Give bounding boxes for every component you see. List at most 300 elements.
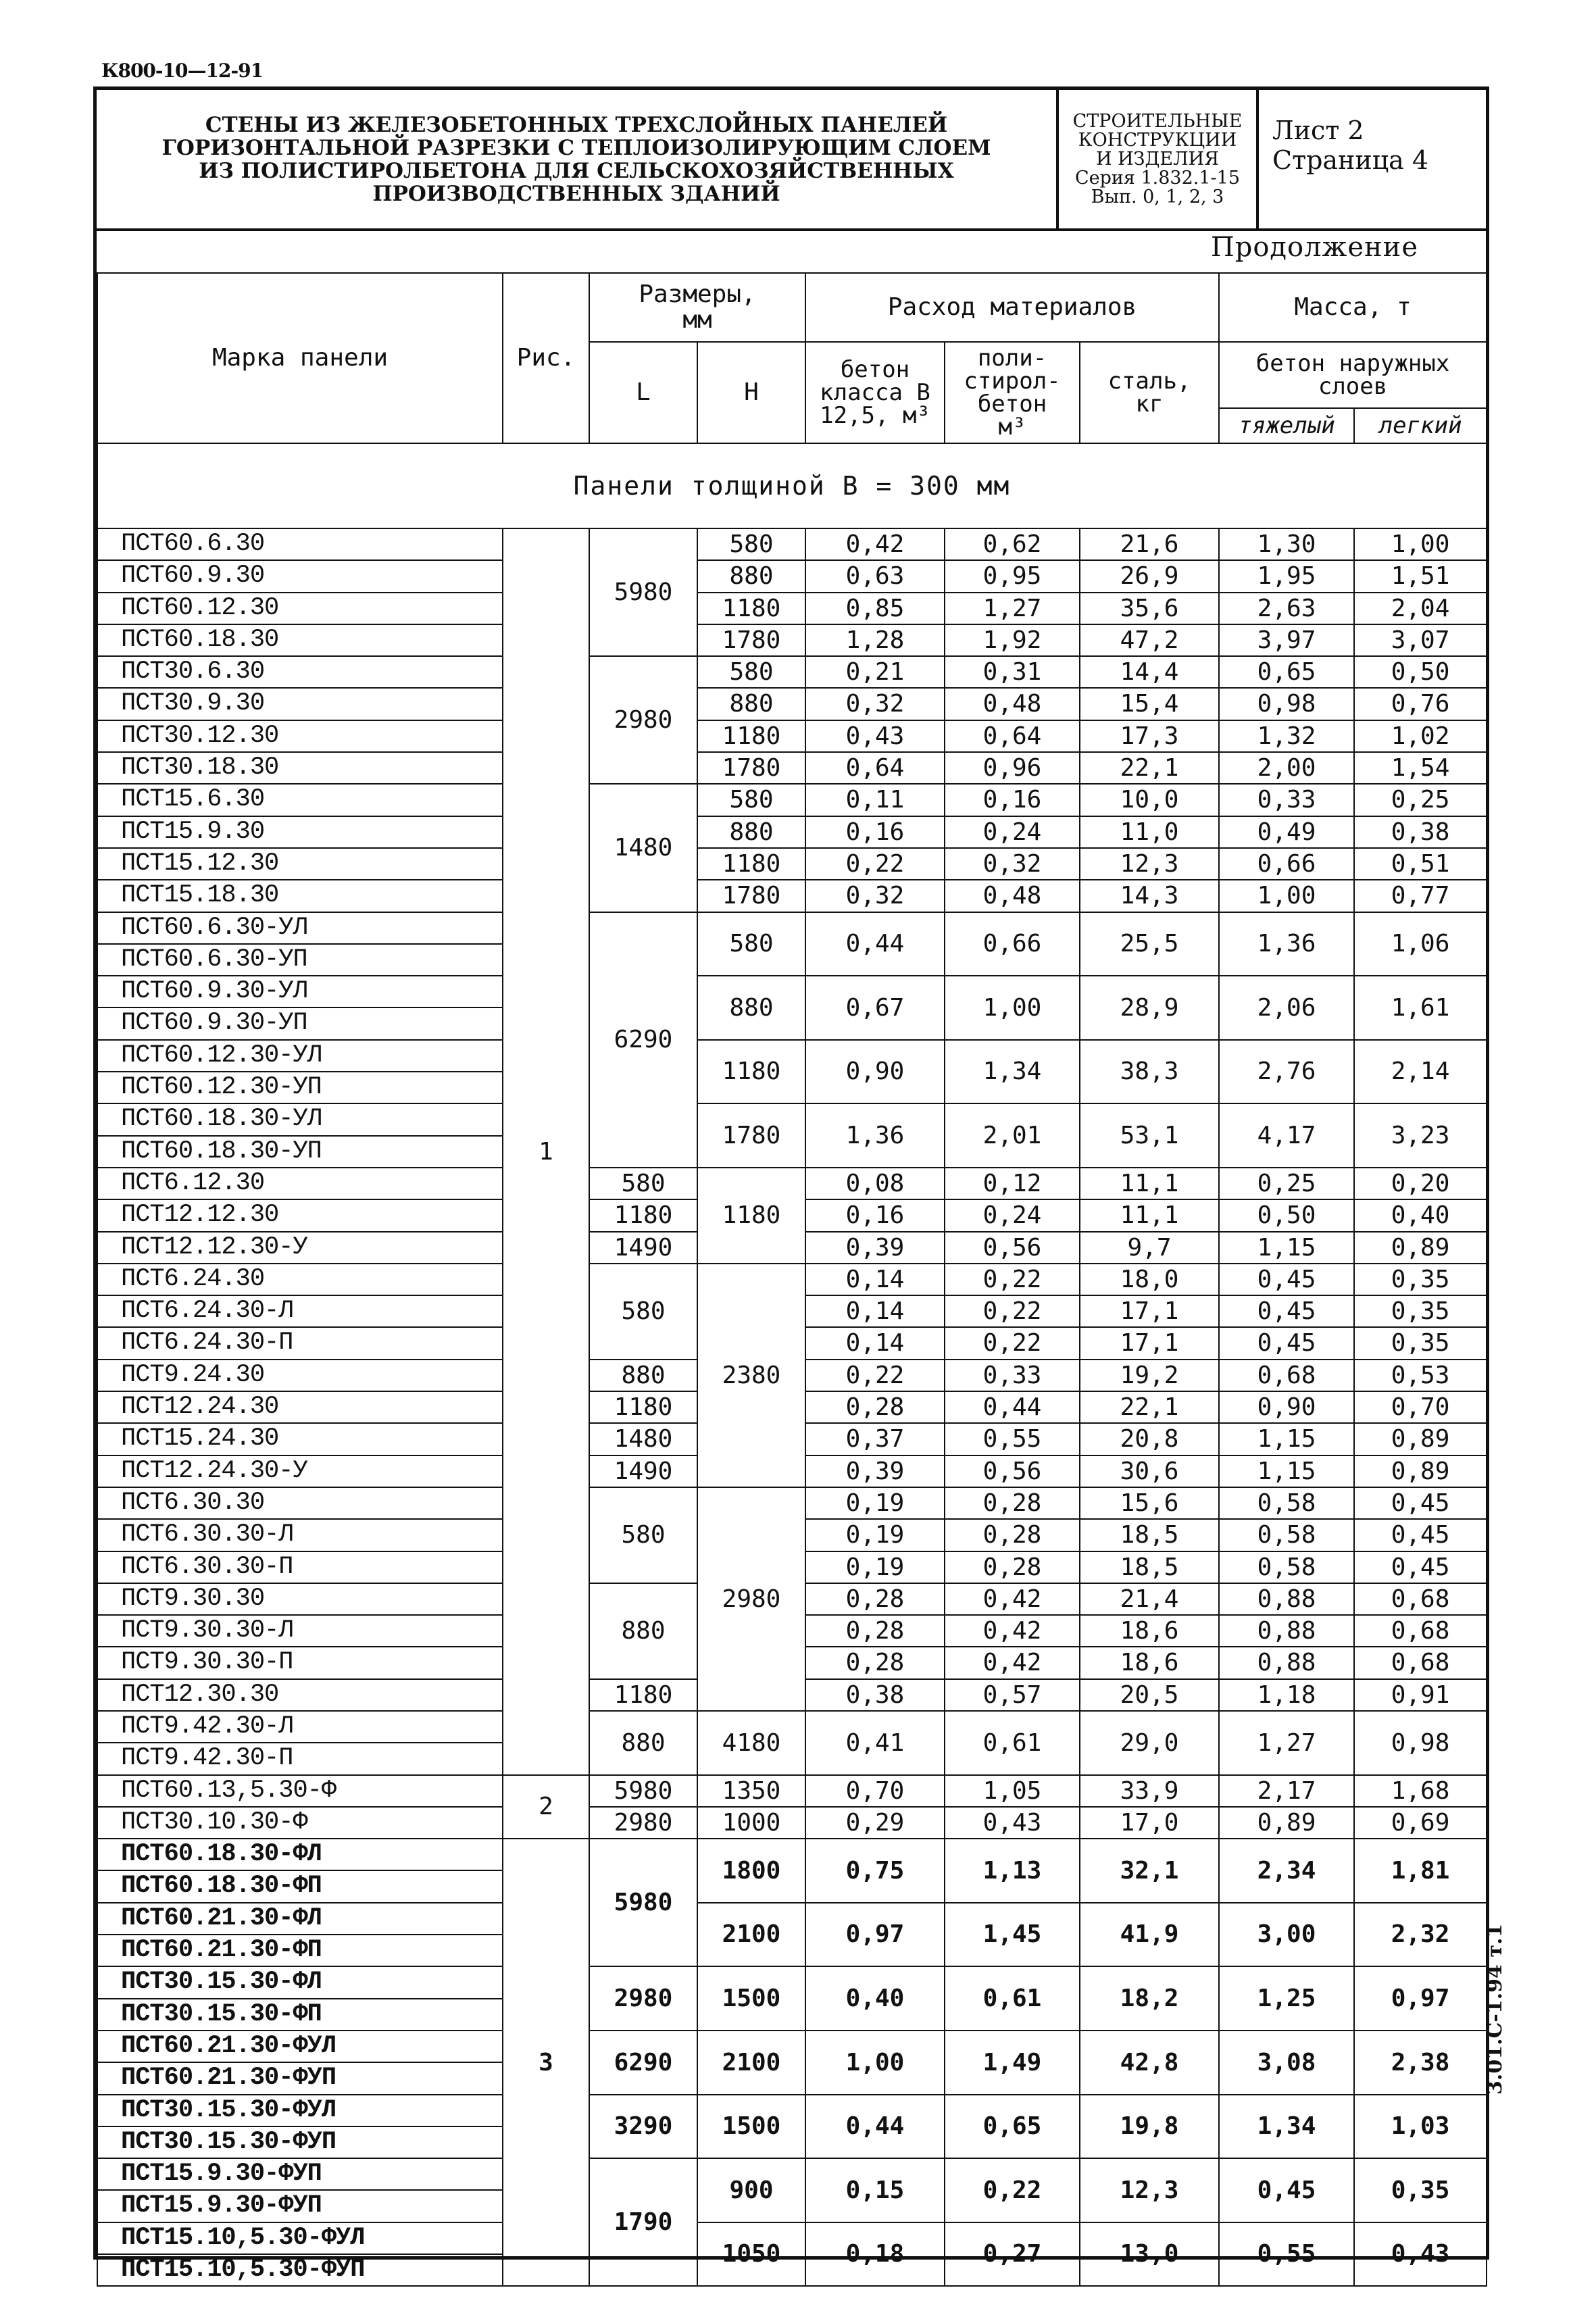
- cell-concrete: 0,90: [805, 1040, 945, 1104]
- series-line: И ИЗДЕЛИЯ: [1095, 148, 1220, 170]
- cell-mark: ПСТ60.18.30-УП: [97, 1136, 503, 1168]
- cell-light: 0,45: [1354, 1487, 1487, 1519]
- table-body: [97, 443, 1487, 2286]
- cell-h: 4180: [697, 1711, 805, 1775]
- cell-mark: ПСТ30.15.30-ФУП: [97, 2126, 503, 2158]
- cell-l: 1180: [589, 1679, 697, 1711]
- cell-polystyrene: 0,24: [945, 816, 1080, 848]
- cell-concrete: 0,63: [805, 560, 945, 592]
- cell-concrete: 0,15: [805, 2158, 945, 2222]
- cell-polystyrene: 1,13: [945, 1839, 1080, 1903]
- col-heavy: тяжелый: [1219, 408, 1354, 443]
- cell-concrete: 0,08: [805, 1168, 945, 1199]
- cell-light: 1,54: [1354, 752, 1487, 784]
- cell-heavy: 4,17: [1219, 1103, 1354, 1168]
- cell-h: 1780: [697, 1103, 805, 1168]
- series-line: СТРОИТЕЛЬНЫЕ: [1072, 110, 1243, 132]
- cell-light: 0,20: [1354, 1168, 1487, 1199]
- cell-heavy: 3,97: [1219, 624, 1354, 656]
- cell-polystyrene: 0,66: [945, 912, 1080, 976]
- cell-light: 0,97: [1354, 1966, 1487, 2031]
- cell-light: 0,69: [1354, 1807, 1487, 1839]
- cell-mark: ПСТ30.6.30: [97, 656, 503, 688]
- cell-light: 0,35: [1354, 1295, 1487, 1327]
- cell-polystyrene: 0,28: [945, 1551, 1080, 1583]
- cell-light: 0,45: [1354, 1551, 1487, 1583]
- cell-concrete: 0,32: [805, 688, 945, 720]
- cell-steel: 22,1: [1080, 1391, 1219, 1423]
- cell-concrete: 0,21: [805, 656, 945, 688]
- cell-mark: ПСТ60.6.30-УП: [97, 944, 503, 976]
- cell-concrete: 0,39: [805, 1232, 945, 1264]
- cell-light: 2,04: [1354, 593, 1487, 624]
- cell-concrete: 0,39: [805, 1455, 945, 1487]
- cell-light: 0,35: [1354, 1327, 1487, 1359]
- cell-mark: ПСТ6.30.30-Л: [97, 1519, 503, 1551]
- cell-h: 1180: [697, 1168, 805, 1264]
- table-row: [97, 560, 1487, 592]
- cell-heavy: 0,66: [1219, 848, 1354, 880]
- table-row: [97, 752, 1487, 784]
- table-row: [97, 1839, 1487, 1870]
- cell-light: 2,38: [1354, 2031, 1487, 2095]
- cell-steel: 53,1: [1080, 1103, 1219, 1168]
- cell-light: 2,32: [1354, 1903, 1487, 1967]
- cell-heavy: 1,30: [1219, 528, 1354, 560]
- cell-steel: 13,0: [1080, 2222, 1219, 2287]
- cell-steel: 21,6: [1080, 528, 1219, 560]
- cell-heavy: 0,45: [1219, 1295, 1354, 1327]
- cell-h: 2100: [697, 1903, 805, 1967]
- title-line: ИЗ ПОЛИСТИРОЛБЕТОНА ДЛЯ СЕЛЬСКОХОЗЯЙСТВЕННЫХ: [199, 158, 954, 183]
- cell-polystyrene: 0,28: [945, 1487, 1080, 1519]
- cell-steel: 18,6: [1080, 1647, 1219, 1678]
- cell-concrete: 0,97: [805, 1903, 945, 1967]
- cell-concrete: 0,41: [805, 1711, 945, 1775]
- cell-heavy: 3,08: [1219, 2031, 1354, 2095]
- cell-heavy: 0,88: [1219, 1615, 1354, 1647]
- cell-polystyrene: 1,92: [945, 624, 1080, 656]
- cell-mark: ПСТ15.9.30-ФУП: [97, 2190, 503, 2222]
- cell-mark: ПСТ9.30.30-Л: [97, 1615, 503, 1647]
- table-row: [97, 1040, 1487, 1072]
- series-line: КОНСТРУКЦИИ: [1078, 129, 1237, 151]
- table-row: [97, 848, 1487, 880]
- cell-h: 2380: [697, 1264, 805, 1487]
- cell-heavy: 2,34: [1219, 1839, 1354, 1903]
- cell-mark: ПСТ12.30.30: [97, 1679, 503, 1711]
- table-row: [97, 1966, 1487, 1998]
- cell-heavy: 1,18: [1219, 1679, 1354, 1711]
- cell-mark: ПСТ9.24.30: [97, 1360, 503, 1391]
- cell-polystyrene: 0,42: [945, 1647, 1080, 1678]
- cell-steel: 11,0: [1080, 816, 1219, 848]
- cell-mark: ПСТ12.24.30-У: [97, 1455, 503, 1487]
- cell-heavy: 2,17: [1219, 1775, 1354, 1807]
- cell-mark: ПСТ60.18.30-ФП: [97, 1870, 503, 1902]
- table-row: [97, 2095, 1487, 2126]
- cell-steel: 11,1: [1080, 1168, 1219, 1199]
- cell-mark: ПСТ60.21.30-ФЛ: [97, 1903, 503, 1935]
- cell-light: 3,23: [1354, 1103, 1487, 1168]
- cell-concrete: 0,28: [805, 1615, 945, 1647]
- cell-concrete: 0,19: [805, 1519, 945, 1551]
- cell-heavy: 2,00: [1219, 752, 1354, 784]
- col-L: L: [589, 342, 697, 443]
- cell-h: 2980: [697, 1487, 805, 1711]
- cell-heavy: 0,88: [1219, 1647, 1354, 1678]
- cell-mark: ПСТ12.12.30-У: [97, 1232, 503, 1264]
- cell-heavy: 0,90: [1219, 1391, 1354, 1423]
- cell-heavy: 0,88: [1219, 1583, 1354, 1615]
- cell-concrete: 1,00: [805, 2031, 945, 2095]
- cell-steel: 32,1: [1080, 1839, 1219, 1903]
- cell-polystyrene: 0,65: [945, 2095, 1080, 2159]
- cell-l: 1490: [589, 1232, 697, 1264]
- col-H: H: [697, 342, 805, 443]
- cell-light: 0,77: [1354, 880, 1487, 912]
- cell-mark: ПСТ60.9.30: [97, 560, 503, 592]
- cell-polystyrene: 0,48: [945, 688, 1080, 720]
- cell-light: 1,02: [1354, 720, 1487, 752]
- cell-light: 1,00: [1354, 528, 1487, 560]
- cell-mark: ПСТ15.10,5.30-ФУП: [97, 2254, 503, 2286]
- cell-mark: ПСТ12.24.30: [97, 1391, 503, 1423]
- cell-l: 5980: [589, 528, 697, 656]
- cell-concrete: 0,29: [805, 1807, 945, 1839]
- cell-mark: ПСТ15.18.30: [97, 880, 503, 912]
- cell-h: 1800: [697, 1839, 805, 1903]
- cell-heavy: 0,58: [1219, 1519, 1354, 1551]
- cell-fig: 3: [503, 1839, 589, 2286]
- cell-steel: 17,1: [1080, 1295, 1219, 1327]
- cell-heavy: 0,50: [1219, 1199, 1354, 1231]
- document-code: К800-10—12-91: [101, 59, 264, 82]
- cell-mark: ПСТ6.12.30: [97, 1168, 503, 1199]
- cell-concrete: 0,32: [805, 880, 945, 912]
- cell-heavy: 0,58: [1219, 1551, 1354, 1583]
- col-outer: бетон наружных слоев: [1219, 342, 1487, 408]
- cell-concrete: 0,16: [805, 816, 945, 848]
- cell-h: 2100: [697, 2031, 805, 2095]
- cell-light: 0,68: [1354, 1615, 1487, 1647]
- cell-light: 1,68: [1354, 1775, 1487, 1807]
- cell-steel: 14,4: [1080, 656, 1219, 688]
- cell-polystyrene: 0,43: [945, 1807, 1080, 1839]
- cell-h: 1180: [697, 593, 805, 624]
- cell-polystyrene: 1,27: [945, 593, 1080, 624]
- cell-heavy: 0,55: [1219, 2222, 1354, 2287]
- document-title: [97, 90, 1056, 228]
- cell-l: 880: [589, 1583, 697, 1679]
- cell-mark: ПСТ15.12.30: [97, 848, 503, 880]
- cell-mark: ПСТ15.10,5.30-ФУЛ: [97, 2222, 503, 2254]
- cell-mark: ПСТ30.15.30-ФП: [97, 1999, 503, 2031]
- cell-h: 580: [697, 528, 805, 560]
- cell-l: 1790: [589, 2158, 697, 2286]
- cell-l: 2980: [589, 1807, 697, 1839]
- cell-h: 1050: [697, 2222, 805, 2287]
- cell-l: 1180: [589, 1199, 697, 1231]
- cell-polystyrene: 0,28: [945, 1519, 1080, 1551]
- cell-heavy: 1,15: [1219, 1455, 1354, 1487]
- cell-polystyrene: 0,48: [945, 880, 1080, 912]
- cell-steel: 26,9: [1080, 560, 1219, 592]
- cell-steel: 25,5: [1080, 912, 1219, 976]
- cell-l: 580: [589, 1264, 697, 1360]
- cell-mark: ПСТ9.42.30-Л: [97, 1711, 503, 1743]
- cell-steel: 12,3: [1080, 2158, 1219, 2222]
- cell-heavy: 0,89: [1219, 1807, 1354, 1839]
- cell-light: 0,45: [1354, 1519, 1487, 1551]
- cell-polystyrene: 0,55: [945, 1423, 1080, 1455]
- cell-light: 0,89: [1354, 1455, 1487, 1487]
- cell-light: 0,76: [1354, 688, 1487, 720]
- cell-steel: 11,1: [1080, 1199, 1219, 1231]
- cell-mark: ПСТ12.12.30: [97, 1199, 503, 1231]
- cell-mark: ПСТ15.9.30-ФУП: [97, 2158, 503, 2190]
- cell-l: 1490: [589, 1455, 697, 1487]
- cell-heavy: 1,15: [1219, 1423, 1354, 1455]
- cell-l: 580: [589, 1168, 697, 1199]
- cell-l: 6290: [589, 912, 697, 1168]
- cell-steel: 18,5: [1080, 1551, 1219, 1583]
- cell-concrete: 0,16: [805, 1199, 945, 1231]
- cell-h: 1180: [697, 1040, 805, 1104]
- cell-l: 580: [589, 1487, 697, 1583]
- title-line: ПРОИЗВОДСТВЕННЫХ ЗДАНИЙ: [372, 181, 780, 206]
- cell-l: 1180: [589, 1391, 697, 1423]
- cell-polystyrene: 0,27: [945, 2222, 1080, 2287]
- cell-concrete: 0,70: [805, 1775, 945, 1807]
- cell-polystyrene: 0,62: [945, 528, 1080, 560]
- col-sizes: Размеры, мм: [589, 273, 805, 342]
- cell-light: 1,51: [1354, 560, 1487, 592]
- cell-polystyrene: 1,05: [945, 1775, 1080, 1807]
- cell-light: 0,68: [1354, 1647, 1487, 1678]
- side-code: 3.01.С-1.94 т.1: [1483, 1923, 1507, 2095]
- cell-heavy: 1,34: [1219, 2095, 1354, 2159]
- cell-light: 0,89: [1354, 1423, 1487, 1455]
- cell-polystyrene: 1,49: [945, 2031, 1080, 2095]
- table-row: [97, 720, 1487, 752]
- cell-polystyrene: 0,57: [945, 1679, 1080, 1711]
- col-steel: сталь, кг: [1080, 342, 1219, 443]
- cell-mark: ПСТ6.24.30: [97, 1264, 503, 1295]
- series-line: Серия 1.832.1-15: [1074, 167, 1241, 189]
- cell-l: 2980: [589, 656, 697, 784]
- cell-steel: 17,1: [1080, 1327, 1219, 1359]
- cell-heavy: 1,15: [1219, 1232, 1354, 1264]
- cell-mark: ПСТ60.21.30-ФУП: [97, 2062, 503, 2094]
- cell-heavy: 2,06: [1219, 976, 1354, 1040]
- cell-mark: ПСТ60.18.30-УЛ: [97, 1103, 503, 1135]
- col-concrete: бетон класса В 12,5, м³: [805, 342, 945, 443]
- cell-polystyrene: 0,22: [945, 2158, 1080, 2222]
- table-row: [97, 880, 1487, 912]
- cell-l: 1480: [589, 784, 697, 912]
- table-row: [97, 1775, 1487, 1807]
- cell-concrete: 0,28: [805, 1583, 945, 1615]
- cell-concrete: 0,67: [805, 976, 945, 1040]
- cell-mark: ПСТ30.18.30: [97, 752, 503, 784]
- cell-concrete: 0,37: [805, 1423, 945, 1455]
- cell-h: 1780: [697, 624, 805, 656]
- table-row: [97, 528, 1487, 560]
- cell-mark: ПСТ6.30.30-П: [97, 1551, 503, 1583]
- cell-heavy: 1,32: [1219, 720, 1354, 752]
- table-row: [97, 1807, 1487, 1839]
- cell-polystyrene: 0,22: [945, 1264, 1080, 1295]
- cell-light: 0,68: [1354, 1583, 1487, 1615]
- cell-steel: 33,9: [1080, 1775, 1219, 1807]
- cell-h: 580: [697, 912, 805, 976]
- cell-concrete: 0,22: [805, 848, 945, 880]
- table-row: [97, 624, 1487, 656]
- table-row: [97, 816, 1487, 848]
- cell-steel: 22,1: [1080, 752, 1219, 784]
- cell-steel: 14,3: [1080, 880, 1219, 912]
- cell-light: 1,03: [1354, 2095, 1487, 2159]
- cell-steel: 12,3: [1080, 848, 1219, 880]
- cell-mark: ПСТ60.12.30-УП: [97, 1072, 503, 1103]
- col-light: легкий: [1354, 408, 1487, 443]
- cell-light: 0,38: [1354, 816, 1487, 848]
- cell-polystyrene: 0,95: [945, 560, 1080, 592]
- cell-mark: ПСТ60.9.30-УП: [97, 1007, 503, 1039]
- cell-polystyrene: 0,42: [945, 1583, 1080, 1615]
- cell-light: 0,70: [1354, 1391, 1487, 1423]
- cell-heavy: 1,00: [1219, 880, 1354, 912]
- cell-mark: ПСТ60.6.30-УЛ: [97, 912, 503, 944]
- col-polystyrene: поли- стирол- бетон м³: [945, 342, 1080, 443]
- cell-concrete: 0,44: [805, 2095, 945, 2159]
- cell-light: 0,89: [1354, 1232, 1487, 1264]
- cell-concrete: 0,14: [805, 1264, 945, 1295]
- table-row: [97, 2222, 1487, 2254]
- cell-mark: ПСТ6.30.30: [97, 1487, 503, 1519]
- table-row: [97, 2031, 1487, 2062]
- cell-l: 3290: [589, 2095, 697, 2159]
- col-materials: Расход материалов: [805, 273, 1219, 342]
- cell-heavy: 0,45: [1219, 1327, 1354, 1359]
- table-row: [97, 1264, 1487, 1295]
- cell-l: 880: [589, 1711, 697, 1775]
- col-fig: Рис.: [503, 273, 589, 443]
- cell-mark: ПСТ15.6.30: [97, 784, 503, 816]
- title-line: СТЕНЫ ИЗ ЖЕЛЕЗОБЕТОННЫХ ТРЕХСЛОЙНЫХ ПАНЕЛЕЙ: [205, 112, 948, 137]
- cell-mark: ПСТ60.21.30-ФУЛ: [97, 2031, 503, 2062]
- cell-concrete: 0,85: [805, 593, 945, 624]
- cell-mark: ПСТ9.30.30-П: [97, 1647, 503, 1678]
- cell-h: 1180: [697, 720, 805, 752]
- cell-mark: ПСТ6.24.30-П: [97, 1327, 503, 1359]
- sheet-number: Лист 2: [1272, 116, 1364, 145]
- cell-polystyrene: 0,24: [945, 1199, 1080, 1231]
- cell-h: 580: [697, 784, 805, 816]
- cell-light: 0,35: [1354, 1264, 1487, 1295]
- cell-mark: ПСТ60.12.30-УЛ: [97, 1040, 503, 1072]
- cell-mark: ПСТ60.18.30-ФЛ: [97, 1839, 503, 1870]
- cell-mark: ПСТ15.9.30: [97, 816, 503, 848]
- section-title: Панели толщиной В = 300 мм: [97, 443, 1487, 528]
- cell-light: 0,35: [1354, 2158, 1487, 2222]
- cell-concrete: 0,11: [805, 784, 945, 816]
- cell-polystyrene: 1,00: [945, 976, 1080, 1040]
- cell-mark: ПСТ30.12.30: [97, 720, 503, 752]
- cell-heavy: 0,49: [1219, 816, 1354, 848]
- cell-steel: 35,6: [1080, 593, 1219, 624]
- cell-steel: 41,9: [1080, 1903, 1219, 1967]
- cell-polystyrene: 0,61: [945, 1966, 1080, 2031]
- cell-light: 3,07: [1354, 624, 1487, 656]
- cell-steel: 17,3: [1080, 720, 1219, 752]
- cell-mark: ПСТ60.21.30-ФП: [97, 1935, 503, 1966]
- table-row: [97, 784, 1487, 816]
- cell-steel: 10,0: [1080, 784, 1219, 816]
- cell-polystyrene: 0,44: [945, 1391, 1080, 1423]
- cell-light: 0,50: [1354, 656, 1487, 688]
- table-row: [97, 688, 1487, 720]
- continued-label: Продолжение: [1210, 232, 1418, 263]
- table-row: [97, 1903, 1487, 1935]
- cell-mark: ПСТ9.30.30: [97, 1583, 503, 1615]
- cell-polystyrene: 0,22: [945, 1327, 1080, 1359]
- cell-polystyrene: 0,33: [945, 1360, 1080, 1391]
- cell-l: 1480: [589, 1423, 697, 1455]
- cell-steel: 42,8: [1080, 2031, 1219, 2095]
- cell-steel: 9,7: [1080, 1232, 1219, 1264]
- cell-steel: 19,2: [1080, 1360, 1219, 1391]
- cell-fig: 1: [503, 528, 589, 1775]
- cell-mark: ПСТ60.9.30-УЛ: [97, 976, 503, 1007]
- col-mark: Марка панели: [97, 273, 503, 443]
- cell-polystyrene: 0,31: [945, 656, 1080, 688]
- panels-table: [97, 272, 1487, 2287]
- cell-light: 0,91: [1354, 1679, 1487, 1711]
- cell-steel: 20,5: [1080, 1679, 1219, 1711]
- cell-heavy: 3,00: [1219, 1903, 1354, 1967]
- cell-l: 880: [589, 1360, 697, 1391]
- cell-mark: ПСТ30.10.30-Ф: [97, 1807, 503, 1839]
- cell-steel: 18,2: [1080, 1966, 1219, 2031]
- page-number: Страница 4: [1272, 145, 1429, 175]
- cell-h: 880: [697, 688, 805, 720]
- cell-polystyrene: 0,56: [945, 1232, 1080, 1264]
- cell-polystyrene: 0,96: [945, 752, 1080, 784]
- cell-heavy: 2,76: [1219, 1040, 1354, 1104]
- cell-concrete: 0,28: [805, 1391, 945, 1423]
- table-row: [97, 1711, 1487, 1743]
- cell-steel: 38,3: [1080, 1040, 1219, 1104]
- cell-steel: 47,2: [1080, 624, 1219, 656]
- cell-l: 2980: [589, 1966, 697, 2031]
- series-block: [1056, 90, 1259, 228]
- cell-heavy: 0,45: [1219, 2158, 1354, 2222]
- cell-concrete: 1,28: [805, 624, 945, 656]
- table-row: [97, 1487, 1487, 1519]
- cell-mark: ПСТ60.12.30: [97, 593, 503, 624]
- cell-h: 880: [697, 816, 805, 848]
- cell-steel: 18,0: [1080, 1264, 1219, 1295]
- cell-concrete: 0,38: [805, 1679, 945, 1711]
- table-header: [97, 273, 1487, 443]
- cell-polystyrene: 0,61: [945, 1711, 1080, 1775]
- cell-heavy: 0,25: [1219, 1168, 1354, 1199]
- cell-h: 1500: [697, 1966, 805, 2031]
- cell-steel: 19,8: [1080, 2095, 1219, 2159]
- table-row: [97, 976, 1487, 1007]
